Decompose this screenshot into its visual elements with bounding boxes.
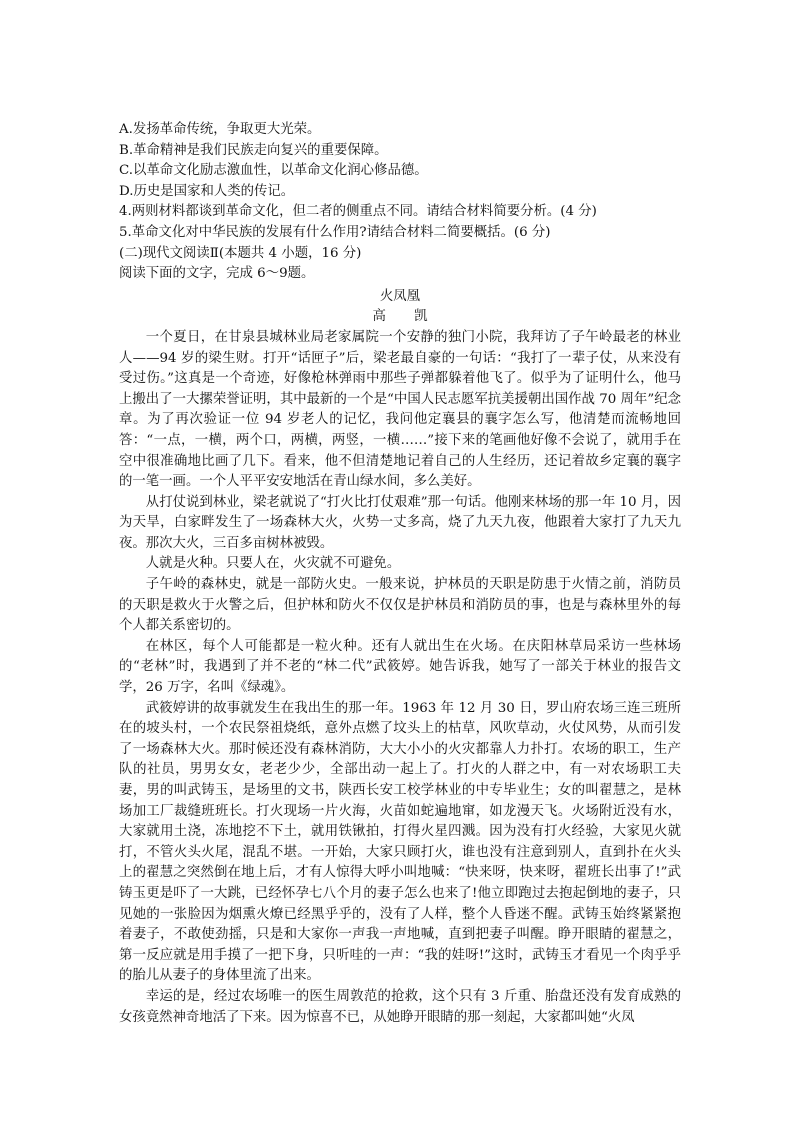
section-instruction: 阅读下面的文字，完成 6～9题。: [119, 266, 315, 282]
option-b: B.革命精神是我们民族走向复兴的重要保障。: [119, 142, 388, 158]
article-paragraph-7: 幸运的是，经过农场唯一的医生周敦范的抢救，这个只有 3 斤重、胎盘还没有发育成熟的女孩竟然神奇地活了下来。因为惊喜不已，从她睁开眼睛的那一刻起，大家都叫她“火凤: [119, 988, 681, 1025]
section-heading: (二)现代文阅读Ⅱ(本题共 4 小题，16 分): [119, 245, 362, 261]
article-paragraph-1: 一个夏日，在甘泉县城林业局老家属院一个安静的独门小院，我拜访了子午岭最老的林业人——94 岁的梁生财。打开“话匣子”后，梁老最自豪的一句话：“我打了一辈子仗，从来没有受过伤。”这真是一个奇迹，好像枪林弹雨中那些子弹都躲着他飞了。似乎为了证明什么，他马上搬出了一大摞荣誉证明，其中最新的一个是“中国人民志愿军抗美援朝出国作战 70 周年”纪念章。为了再次验证一位 94 岁老人的记忆，我问他定襄县的襄字怎么写，他清楚而流畅地回答：“一点，一横，两个口，两横，两竖，一横……”接下来的笔画他好像不会说了，就用手在空中很准确地比画了几下。看来，他不但清楚地记着自己的人生经历，还记着故乡定襄的襄字的一笔一画。一个人平平安安地活在青山绿水间，多么美好。: [119, 329, 681, 490]
article-paragraph-6: 武筱婷讲的故事就发生在我出生的那一年。1963 年 12 月 30 日，罗山府农场三连三班所在的坡头村，一个农民祭祖烧纸，意外点燃了坟头上的枯草，风吹草动，火仗风势，从而引发了一场森林大火。那时候还没有森林消防，大大小小的火灾都靠人力扑打。农场的职工，生产队的社员，男男女女，老老少少，全部出动一起上了。打火的人群之中，有一对农场职工夫妻，男的叫武铸玉，是场里的文书，陕西长安工校学林业的中专毕业生；女的叫翟慧之，是林场加工厂裁缝班班长。打火现场一片火海，火苗如蛇遍地窜，如龙漫天飞。火场附近没有水，大家就用土浇，冻地挖不下土，就用铁锹拍，打得火星四溅。因为没有打火经验，大家见火就打，不管火头火尾，混乱不堪。一开始，大家只顾打火，谁也没有注意到别人，直到扑在火头上的翟慧之突然倒在地上后，才有人惊得大呼小叫地喊：“快来呀，快来呀，翟班长出事了!”武铸玉更是吓了一大跳，已经怀孕七八个月的妻子怎么也来了!他立即跑过去抱起倒地的妻子，只见她的一张脸因为烟熏火燎已经黑乎乎的，没有了人样，整个人昏迷不醒。武铸玉始终紧紧抱着妻子，不敢使劲摇，只是和大家你一声我一声地喊，直到把妻子叫醒。睁开眼睛的翟慧之，第一反应就是用手摸了一把下身，只听哇的一声：“我的娃呀!”这时，武铸玉才看见一个肉乎乎的胎儿从妻子的身体里流了出来。: [119, 700, 681, 984]
article-paragraph-2: 从打仗说到林业，梁老就说了“打火比打仗艰难”那一句话。他刚来林场的那一年 10 月，因为天旱，白家畔发生了一场森林大火，火势一丈多高，烧了九天九夜，他跟着大家打了九天九夜。那次大火，三百多亩树林被毁。: [119, 494, 681, 551]
article-paragraph-5: 在林区，每个人可能都是一粒火种。还有人就出生在火场。在庆阳林草局采访一些林场的“老林”时，我遇到了并不老的“林二代”武筱婷。她告诉我，她写了一部关于林业的报告文学，26 万字，名叫《绿魂》。: [119, 638, 681, 696]
article-paragraph-3: 人就是火种。只要人在，火灾就不可避免。: [145, 556, 401, 572]
question-5: 5.革命文化对中华民族的发展有什么作用?请结合材料二简要概括。(6 分): [119, 224, 551, 240]
option-c: C.以革命文化励志激血性，以革命文化润心修品德。: [119, 163, 428, 179]
article-paragraph-4: 子午岭的森林史，就是一部防火史。一般来说，护林员的天职是防患于火情之前，消防员的天职是救火于火警之后，但护林和防火不仅仅是护林员和消防员的事，也是与森林里外的每个人都关系密切的。: [119, 577, 681, 634]
article-title: 火凤凰: [379, 288, 421, 304]
option-a: A.发扬革命传统，争取更大光荣。: [119, 122, 321, 137]
question-4: 4.两则材料都谈到革命文化，但二者的侧重点不同。请结合材料简要分析。(4 分): [119, 204, 597, 220]
document-page: [119, 120, 681, 1028]
article-author: 高 凯: [372, 309, 440, 325]
option-d: D.历史是国家和人类的传记。: [119, 183, 295, 199]
